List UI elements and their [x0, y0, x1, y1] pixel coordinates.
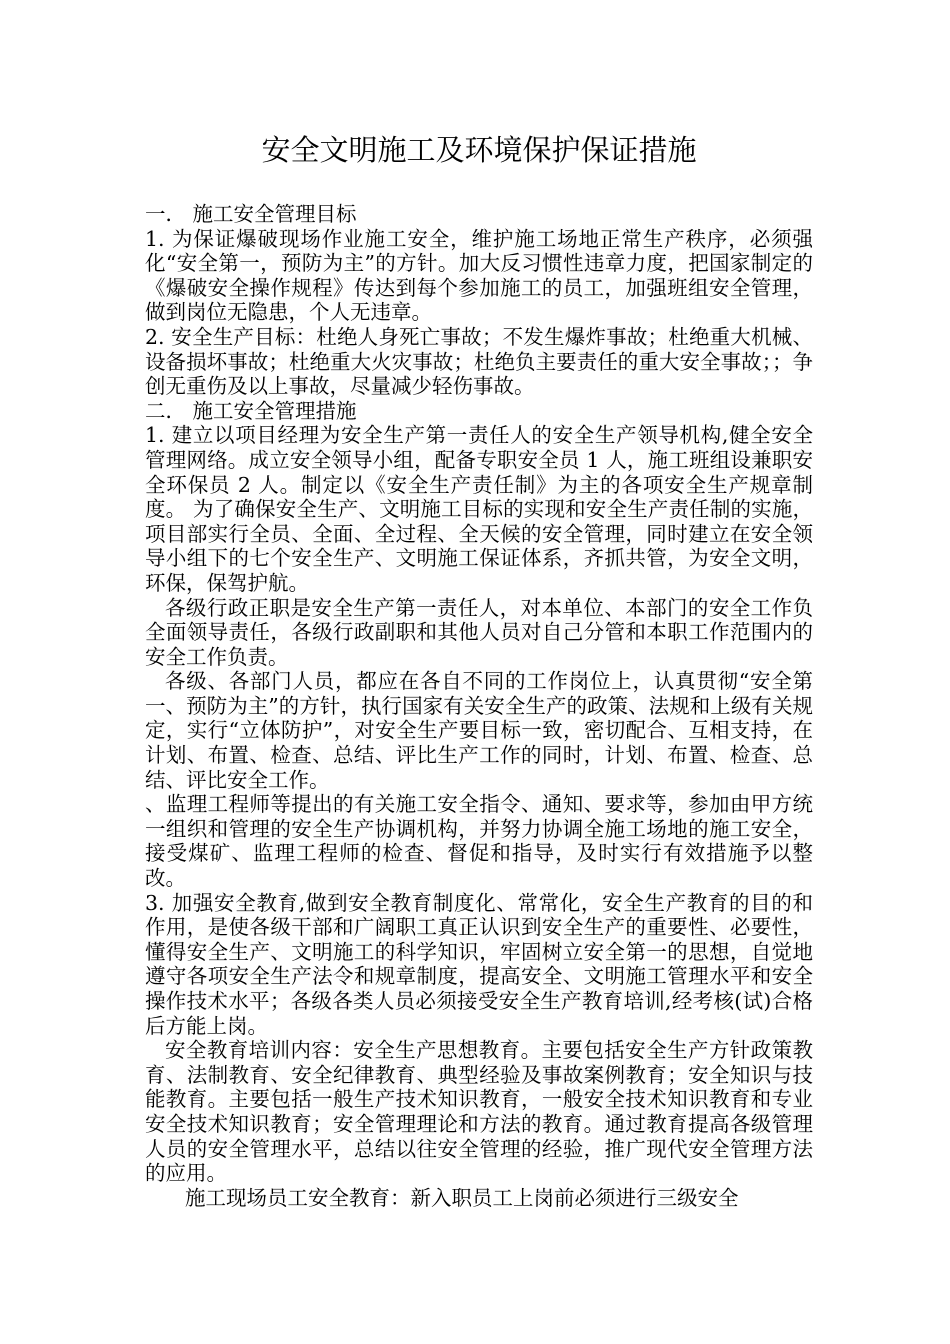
- paragraph-site-training: 施工现场员工安全教育：新入职员工上岗前必须进行三级安全: [185, 1185, 739, 1210]
- document-page: [145, 0, 813, 1210]
- section-heading-safety-goals: 一． 施工安全管理目标: [145, 202, 357, 226]
- paragraph-training-content: 安全教育培训内容：安全生产思想教育。主要包括安全生产方针政策教育、法制教育、安全纪律教育、典型经验及事故案例教育；安全知识与技能教育。主要包括一般生产技术知识教育，一般安全技术知识教育和专业安全技术知识教育；安全管理理论和方法的教育。通过教育提高各级管理人员的安全管理水平，总结以往安全管理的经验，推广现代安全管理方法的应用。: [145, 1038, 813, 1186]
- document-title: 安全文明施工及环境保护保证措施: [261, 133, 697, 167]
- section-heading-safety-measures: 二． 施工安全管理措施: [145, 398, 357, 423]
- paragraph-goal-2: 2. 安全生产目标：杜绝人身死亡事故；不发生爆炸事故；杜绝重大机械、设备损坏事故；杜绝重大火灾事故；杜绝负主要责任的重大安全事故；；争创无重伤及以上事故，尽量减少轻伤事故。: [145, 324, 813, 399]
- document-body: [145, 202, 813, 1210]
- paragraph-departments: 各级、各部门人员，都应在各自不同的工作岗位上，认真贯彻“安全第一、预防为主”的方针，执行国家有关安全生产的政策、法规和上级有关规定，实行“立体防护”，对安全生产要目标一致，密切配合、互相支持，在计划、布置、检查、总结、评比生产工作的同时，计划、布置、检查、总结、评比安全工作。: [145, 669, 813, 792]
- paragraph-measure-1: 1. 建立以项目经理为安全生产第一责任人的安全生产领导机构,健全安全管理网络。成立安全领导小组，配备专职安全员 1 人，施工班组设兼职安全环保员 2 人。制定以《安全生产责任制》为主的各项安全生产规章制度。 为了确保安全生产、文明施工目标的实现和安全生产责任制的实施，项目部实行全员、全面、全过程、全天候的安全管理，同时建立在安全领导小组下的七个安全生产、文明施工保证体系，齐抓共管，为安全文明，环保，保驾护航。: [145, 423, 813, 595]
- paragraph-goal-1: 1. 为保证爆破现场作业施工安全，维护施工场地正常生产秩序，必须强化“安全第一，预防为主”的方针。加大反习惯性违章力度，把国家制定的《爆破安全操作规程》传达到每个参加施工的员工，加强班组安全管理，做到岗位无隐患，个人无违章。: [145, 226, 813, 325]
- paragraph-responsibility: 各级行政正职是安全生产第一责任人，对本单位、本部门的安全工作负全面领导责任，各级行政副职和其他人员对自己分管和本职工作范围内的安全工作负责。: [145, 595, 813, 669]
- paragraph-measure-3: 3. 加强安全教育,做到安全教育制度化、常常化，安全生产教育的目的和作用，是使各级干部和广阔职工真正认识到安全生产的重要性、必要性，懂得安全生产、文明施工的科学知识，牢固树立安全第一的思想，自觉地遵守各项安全生产法令和规章制度，提高安全、文明施工管理水平和安全操作技术水平；各级各类人员必须接受安全生产教育培训,经考核(试)合格后方能上岗。: [145, 890, 813, 1038]
- paragraph-supervision: 、监理工程师等提出的有关施工安全指令、通知、要求等，参加由甲方统一组织和管理的安全生产协调机构，并努力协调全施工场地的施工安全，接受煤矿、监理工程师的检查、督促和指导，及时实行有效措施予以整改。: [145, 792, 813, 891]
